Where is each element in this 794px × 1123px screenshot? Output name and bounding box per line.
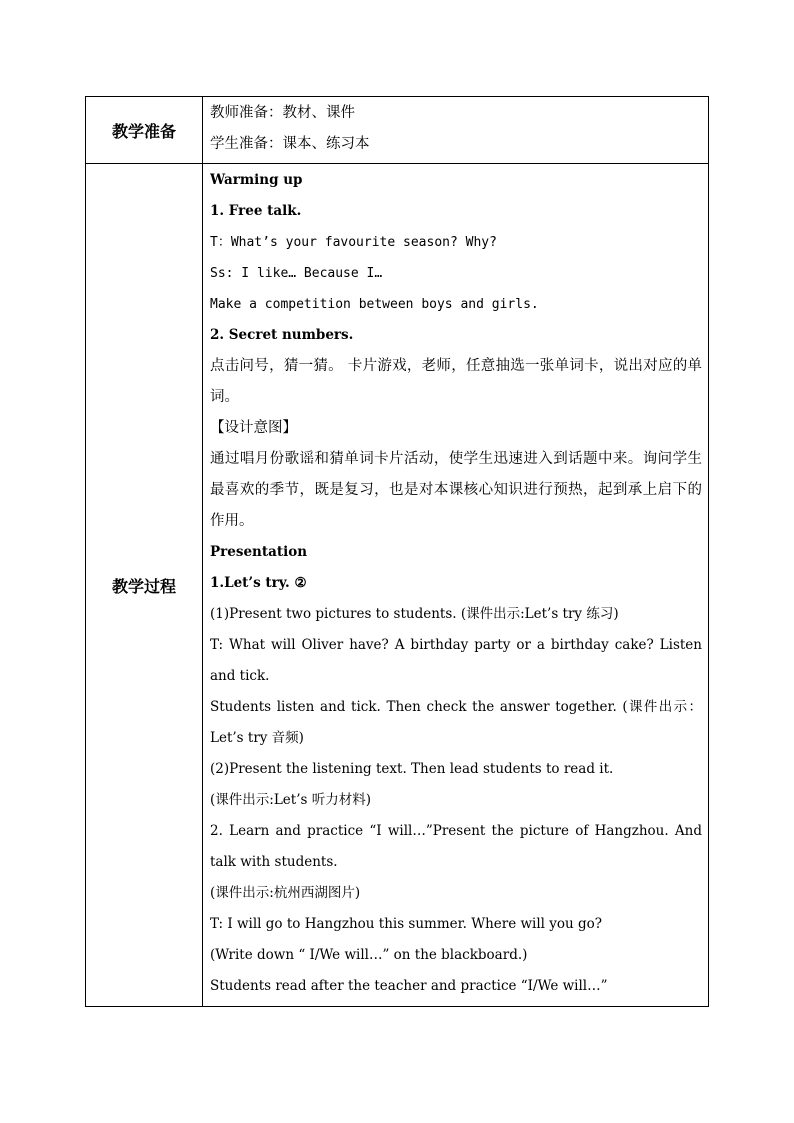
listen-and-tick: Students listen and tick. Then check the answer together. (课件出示：Let’s try 音频) [210,699,702,746]
teaching-process-content [203,164,709,1007]
step-free-talk: 1. Free talk. [210,203,302,219]
courseware-listening-material: (课件出示:Let’s 听力材料) [210,792,371,808]
students-practice: Students read after the teacher and practice “I/We will…” [210,978,608,994]
oliver-question: T: What will Oliver have? A birthday party or a birthday cake? Listen and tick. [210,637,702,684]
competition-instruction: Make a competition between boys and girls. [210,297,539,312]
lesson-plan-table [85,96,709,1007]
card-game-instruction: 点击问号，猜一猜。 卡片游戏，老师，任意抽选一张单词卡，说出对应的单词。 [210,358,702,405]
step-secret-numbers: 2. Secret numbers. [210,327,354,343]
teacher-hangzhou-line: T: I will go to Hangzhou this summer. Where will you go? [210,916,603,932]
teaching-preparation-row [86,97,709,164]
dialogue-students-answer: Ss: I like… Because I… [210,266,383,281]
section-presentation: Presentation [210,544,308,560]
dialogue-teacher-question: T：What’s your favourite season? Why? [210,235,497,250]
courseware-hangzhou-picture: (课件出示:杭州西湖图片) [210,885,361,901]
step-lets-try: 1.Let’s try. ② [210,575,307,591]
student-preparation: 学生准备：课本、练习本 [210,136,370,152]
present-pictures-line: (1)Present two pictures to students. (课件出示:Let’s try 练习) [210,606,619,622]
write-on-blackboard: (Write down “ I/We will…” on the blackboard.) [210,947,528,963]
teaching-process-row [86,164,709,1007]
section-warming-up: Warming up [210,172,303,188]
teaching-preparation-label: 教学准备 [86,97,203,164]
design-intent-text: 通过唱月份歌谣和猜单词卡片活动，使学生迅速进入到话题中来。询问学生最喜欢的季节，既是复习，也是对本课核心知识进行预热，起到承上启下的作用。 [210,451,702,529]
present-listening-text: (2)Present the listening text. Then lead students to read it. [210,761,614,777]
teaching-preparation-content [203,97,709,164]
design-intent-heading: 【设计意图】 [210,420,297,436]
teaching-process-label: 教学过程 [86,164,203,1007]
teacher-preparation: 教师准备：教材、课件 [210,105,355,121]
learn-and-practice: 2. Learn and practice “I will…”Present the picture of Hangzhou. And talk with students. [210,823,702,870]
